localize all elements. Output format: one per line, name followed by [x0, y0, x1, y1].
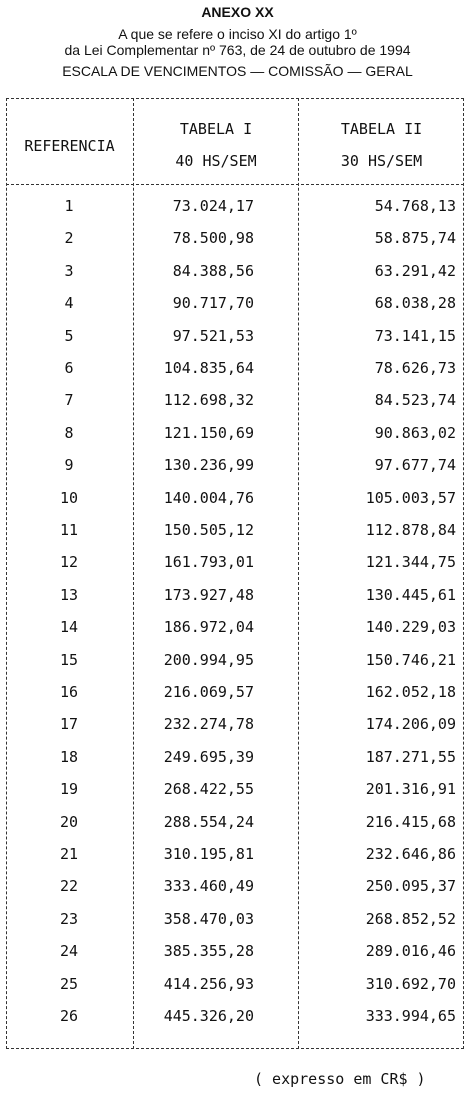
referencia-cell: 13 — [59, 585, 79, 604]
document-title: ANEXO XX — [201, 4, 274, 20]
tabela-2-cell: 73.141,15 — [374, 326, 456, 345]
tabela-1-cell: 73.024,17 — [172, 197, 254, 215]
tabela-2-cell: 54.768,13 — [374, 197, 456, 215]
tabela-1-cell: 385.355,28 — [163, 942, 254, 961]
reference-line-1: A que se refere o inciso XI do artigo 1º — [118, 26, 357, 42]
tabela-2-cell: 105.003,57 — [365, 488, 456, 507]
referencia-cell: 25 — [59, 974, 79, 993]
header-divider — [6, 184, 464, 185]
referencia-cell: 17 — [59, 715, 79, 734]
tabela-2-cell: 150.746,21 — [365, 650, 456, 669]
tabela-2-cell: 187.271,55 — [365, 747, 456, 766]
tabela-2-cell: 333.994,65 — [365, 1007, 456, 1025]
referencia-cell: 21 — [59, 845, 79, 863]
referencia-cell: 8 — [64, 423, 74, 442]
tabela-1-cell: 268.422,55 — [163, 780, 254, 799]
referencia-cell: 10 — [59, 488, 79, 507]
table-row — [6, 998, 464, 1035]
tabela-1-cell: 78.500,98 — [172, 229, 254, 248]
tabela-1-cell: 216.069,57 — [163, 683, 254, 701]
tabela-2-cell: 162.052,18 — [365, 683, 456, 701]
referencia-cell: 20 — [59, 812, 79, 831]
column-header-referencia: REFERENCIA — [24, 137, 115, 155]
tabela-1-cell: 186.972,04 — [163, 618, 254, 637]
referencia-cell: 9 — [64, 456, 74, 475]
tabela-1-cell: 232.274,78 — [163, 715, 254, 734]
tabela-2-cell: 232.646,86 — [365, 845, 456, 863]
referencia-cell: 5 — [64, 326, 74, 345]
tabela-1-cell: 249.695,39 — [163, 747, 254, 766]
referencia-cell: 18 — [59, 747, 79, 766]
referencia-cell: 15 — [59, 650, 79, 669]
tabela-1-cell: 130.236,99 — [163, 456, 254, 475]
tabela-2-cell: 121.344,75 — [365, 553, 456, 572]
tabela-2-cell: 201.316,91 — [365, 780, 456, 799]
tabela-1-cell: 84.388,56 — [172, 261, 254, 280]
tabela-1-cell: 310.195,81 — [163, 845, 254, 863]
referencia-cell: 7 — [64, 391, 74, 410]
tabela-1-cell: 200.994,95 — [163, 650, 254, 669]
referencia-cell: 14 — [59, 618, 79, 637]
tabela-2-cell: 310.692,70 — [365, 974, 456, 993]
tabela-2-cell: 84.523,74 — [374, 391, 456, 410]
tabela-2-cell: 289.016,46 — [365, 942, 456, 961]
referencia-cell: 2 — [64, 229, 74, 248]
column-subheader-tabela-2: 30 HS/SEM — [340, 152, 423, 170]
tabela-1-cell: 173.927,48 — [163, 585, 254, 604]
column-header-tabela-2: TABELA II — [340, 120, 423, 138]
tabela-2-cell: 250.095,37 — [365, 877, 456, 896]
referencia-cell: 4 — [64, 294, 74, 313]
tabela-1-cell: 358.470,03 — [163, 909, 254, 928]
tabela-2-cell: 174.206,09 — [365, 715, 456, 734]
referencia-cell: 24 — [59, 942, 79, 961]
tabela-1-cell: 414.256,93 — [163, 974, 254, 993]
tabela-1-cell: 97.521,53 — [172, 326, 254, 345]
tabela-2-cell: 78.626,73 — [374, 359, 456, 377]
tabela-2-cell: 140.229,03 — [365, 618, 456, 637]
column-subheader-tabela-1: 40 HS/SEM — [175, 152, 257, 170]
referencia-cell: 6 — [64, 359, 74, 377]
referencia-cell: 16 — [59, 683, 79, 701]
tabela-2-cell: 58.875,74 — [374, 229, 456, 248]
tabela-2-cell: 68.038,28 — [374, 294, 456, 313]
tabela-1-cell: 121.150,69 — [163, 423, 254, 442]
tabela-1-cell: 333.460,49 — [163, 877, 254, 896]
referencia-cell: 3 — [64, 261, 74, 280]
tabela-2-cell: 112.878,84 — [365, 521, 456, 539]
tabela-2-cell: 268.852,52 — [365, 909, 456, 928]
reference-line-2: da Lei Complementar nº 763, de 24 de outubro de 1994 — [64, 42, 411, 58]
tabela-1-cell: 445.326,20 — [163, 1007, 254, 1025]
tabela-2-cell: 97.677,74 — [374, 456, 456, 475]
tabela-2-cell: 216.415,68 — [365, 812, 456, 831]
tabela-1-cell: 104.835,64 — [163, 359, 254, 377]
referencia-cell: 26 — [59, 1007, 79, 1025]
tabela-1-cell: 112.698,32 — [163, 391, 254, 410]
tabela-1-cell: 161.793,01 — [163, 553, 254, 572]
scale-title: ESCALA DE VENCIMENTOS — COMISSÃO — GERAL — [62, 63, 413, 79]
referencia-cell: 1 — [64, 197, 74, 215]
tabela-2-cell: 130.445,61 — [365, 585, 456, 604]
referencia-cell: 12 — [59, 553, 79, 572]
tabela-1-cell: 90.717,70 — [172, 294, 254, 313]
referencia-cell: 19 — [59, 780, 79, 799]
tabela-2-cell: 63.291,42 — [374, 261, 456, 280]
tabela-2-cell: 90.863,02 — [374, 423, 456, 442]
tabela-1-cell: 140.004,76 — [163, 488, 254, 507]
tabela-1-cell: 150.505,12 — [163, 521, 254, 539]
referencia-cell: 11 — [59, 521, 79, 539]
currency-footnote: ( expresso em CR$ ) — [254, 1070, 426, 1088]
tabela-1-cell: 288.554,24 — [163, 812, 254, 831]
referencia-cell: 23 — [59, 909, 79, 928]
column-header-tabela-1: TABELA I — [179, 120, 253, 138]
referencia-cell: 22 — [59, 877, 79, 896]
